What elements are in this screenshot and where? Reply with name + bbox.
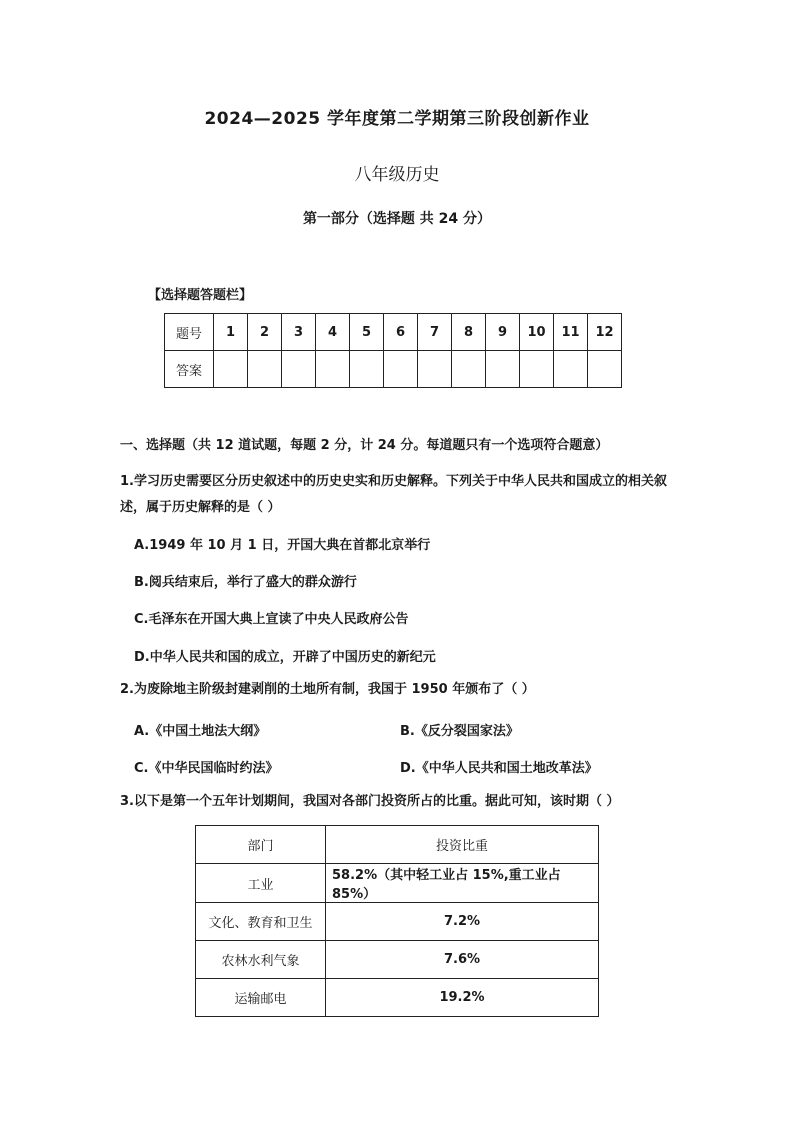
question-2-option-c: C.《中华民国临时约法》 <box>134 761 279 776</box>
answer-cell[interactable] <box>248 351 282 388</box>
answer-cell[interactable] <box>554 351 588 388</box>
question-number: 1 <box>214 314 248 351</box>
investment-table <box>195 825 599 1017</box>
answer-input-row <box>165 351 622 388</box>
question-1-option-a: A.1949 年 10 月 1 日，开国大典在首都北京举行 <box>134 538 431 553</box>
ratio-cell: 7.6% <box>326 941 599 979</box>
investment-table-header <box>196 826 599 864</box>
dept-cell: 文化、教育和卫生 <box>196 903 326 941</box>
part-heading: 第一部分（选择题 共 24 分） <box>302 211 492 227</box>
exam-subtitle: 八年级历史 <box>354 165 440 185</box>
answer-cell[interactable] <box>350 351 384 388</box>
question-2-option-d: D.《中华人民共和国土地改革法》 <box>400 761 598 776</box>
ratio-cell: 58.2%（其中轻工业占 15%,重工业占 85%） <box>326 864 599 903</box>
dept-cell: 运输邮电 <box>196 979 326 1017</box>
question-2-option-b: B.《反分裂国家法》 <box>400 724 519 739</box>
question-1-option-d: D.中华人民共和国的成立，开辟了中国历史的新纪元 <box>134 650 436 665</box>
answer-cell[interactable] <box>520 351 554 388</box>
question-number: 12 <box>588 314 622 351</box>
question-number: 6 <box>384 314 418 351</box>
question-number: 5 <box>350 314 384 351</box>
section-heading: 一、选择题（共 12 道试题，每题 2 分，计 24 分。每道题只有一个选项符合题意） <box>120 438 609 453</box>
answer-cell[interactable] <box>588 351 622 388</box>
question-1-option-c: C.毛泽东在开国大典上宣读了中央人民政府公告 <box>134 612 409 627</box>
question-1-option-b: B.阅兵结束后，举行了盛大的群众游行 <box>134 575 357 590</box>
ratio-cell: 19.2% <box>326 979 599 1017</box>
answer-cell[interactable] <box>452 351 486 388</box>
answer-cell[interactable] <box>384 351 418 388</box>
question-number: 8 <box>452 314 486 351</box>
question-number: 2 <box>248 314 282 351</box>
question-number: 7 <box>418 314 452 351</box>
exam-title: 2024—2025 学年度第二学期第三阶段创新作业 <box>204 109 590 129</box>
answer-cell[interactable] <box>486 351 520 388</box>
answer-cell[interactable] <box>214 351 248 388</box>
answer-sheet-table <box>164 313 622 388</box>
table-row <box>196 941 599 979</box>
table-row <box>196 903 599 941</box>
answer-number-row <box>165 314 622 351</box>
question-number: 10 <box>520 314 554 351</box>
dept-cell: 工业 <box>196 864 326 903</box>
answer-cell[interactable] <box>316 351 350 388</box>
ratio-cell: 7.2% <box>326 903 599 941</box>
answer-row-header: 答案 <box>165 351 214 388</box>
column-header-dept: 部门 <box>196 826 326 864</box>
table-row <box>196 979 599 1017</box>
question-1-stem: 1.学习历史需要区分历史叙述中的历史史实和历史解释。下列关于中华人民共和国成立的相关叙述，属于历史解释的是（ ） <box>120 474 667 515</box>
question-number: 4 <box>316 314 350 351</box>
question-number: 11 <box>554 314 588 351</box>
column-header-ratio: 投资比重 <box>326 826 599 864</box>
question-2-option-a: A.《中国土地法大纲》 <box>134 724 267 739</box>
question-3-stem: 3.以下是第一个五年计划期间，我国对各部门投资所占的比重。据此可知，该时期（ ） <box>120 794 620 809</box>
number-row-header: 题号 <box>165 314 214 351</box>
question-number: 9 <box>486 314 520 351</box>
answer-cell[interactable] <box>282 351 316 388</box>
table-row <box>196 864 599 903</box>
question-2-stem: 2.为废除地主阶级封建剥削的土地所有制，我国于 1950 年颁布了（ ） <box>120 682 535 697</box>
answer-sheet-label: 【选择题答题栏】 <box>148 288 253 303</box>
question-number: 3 <box>282 314 316 351</box>
answer-cell[interactable] <box>418 351 452 388</box>
dept-cell: 农林水利气象 <box>196 941 326 979</box>
